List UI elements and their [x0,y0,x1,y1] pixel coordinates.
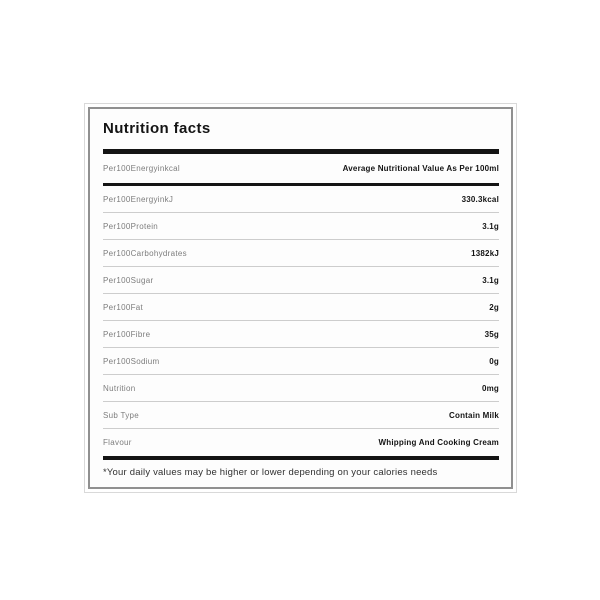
row-label: Per100Fibre [103,329,151,339]
row-label: Per100Carbohydrates [103,248,187,258]
row-value: 2g [489,302,499,312]
row-value: 330.3kcal [461,194,499,204]
header-row-label: Per100Energyinkcal [103,164,180,173]
table-row [103,429,499,456]
table-row [103,186,499,213]
row-value: Whipping And Cooking Cream [378,438,499,447]
row-value: 1382kJ [471,248,499,258]
row-label: Nutrition [103,383,136,393]
nutrition-table [103,186,499,456]
table-row [103,321,499,348]
row-value: 0mg [481,383,499,393]
row-label: Per100Protein [103,221,159,231]
row-value: 0g [489,356,499,366]
nutrition-facts-card [84,103,517,493]
row-label: Per100EnergyinkJ [103,194,174,204]
row-label: Per100Fat [103,302,144,312]
table-row [103,375,499,402]
row-value: 35g [484,329,499,339]
daily-values-footnote: *Your daily values may be higher or lower depending on your calories needs [103,467,438,478]
header-row-value: Average Nutritional Value As Per 100ml [342,164,499,173]
nutrition-facts-panel [88,107,513,489]
row-label: Per100Sugar [103,275,154,285]
table-header-row [103,154,499,183]
row-value: 3.1g [482,275,499,285]
table-row [103,294,499,321]
table-row [103,348,499,375]
row-value: Contain Milk [449,410,499,420]
nutrition-facts-title: Nutrition facts [103,120,211,137]
table-row [103,240,499,267]
row-label: Per100Sodium [103,356,160,366]
table-row [103,213,499,240]
row-label: Sub Type [103,410,140,420]
table-row [103,402,499,429]
row-label: Flavour [103,438,132,447]
table-row [103,267,499,294]
row-value: 3.1g [482,221,499,231]
